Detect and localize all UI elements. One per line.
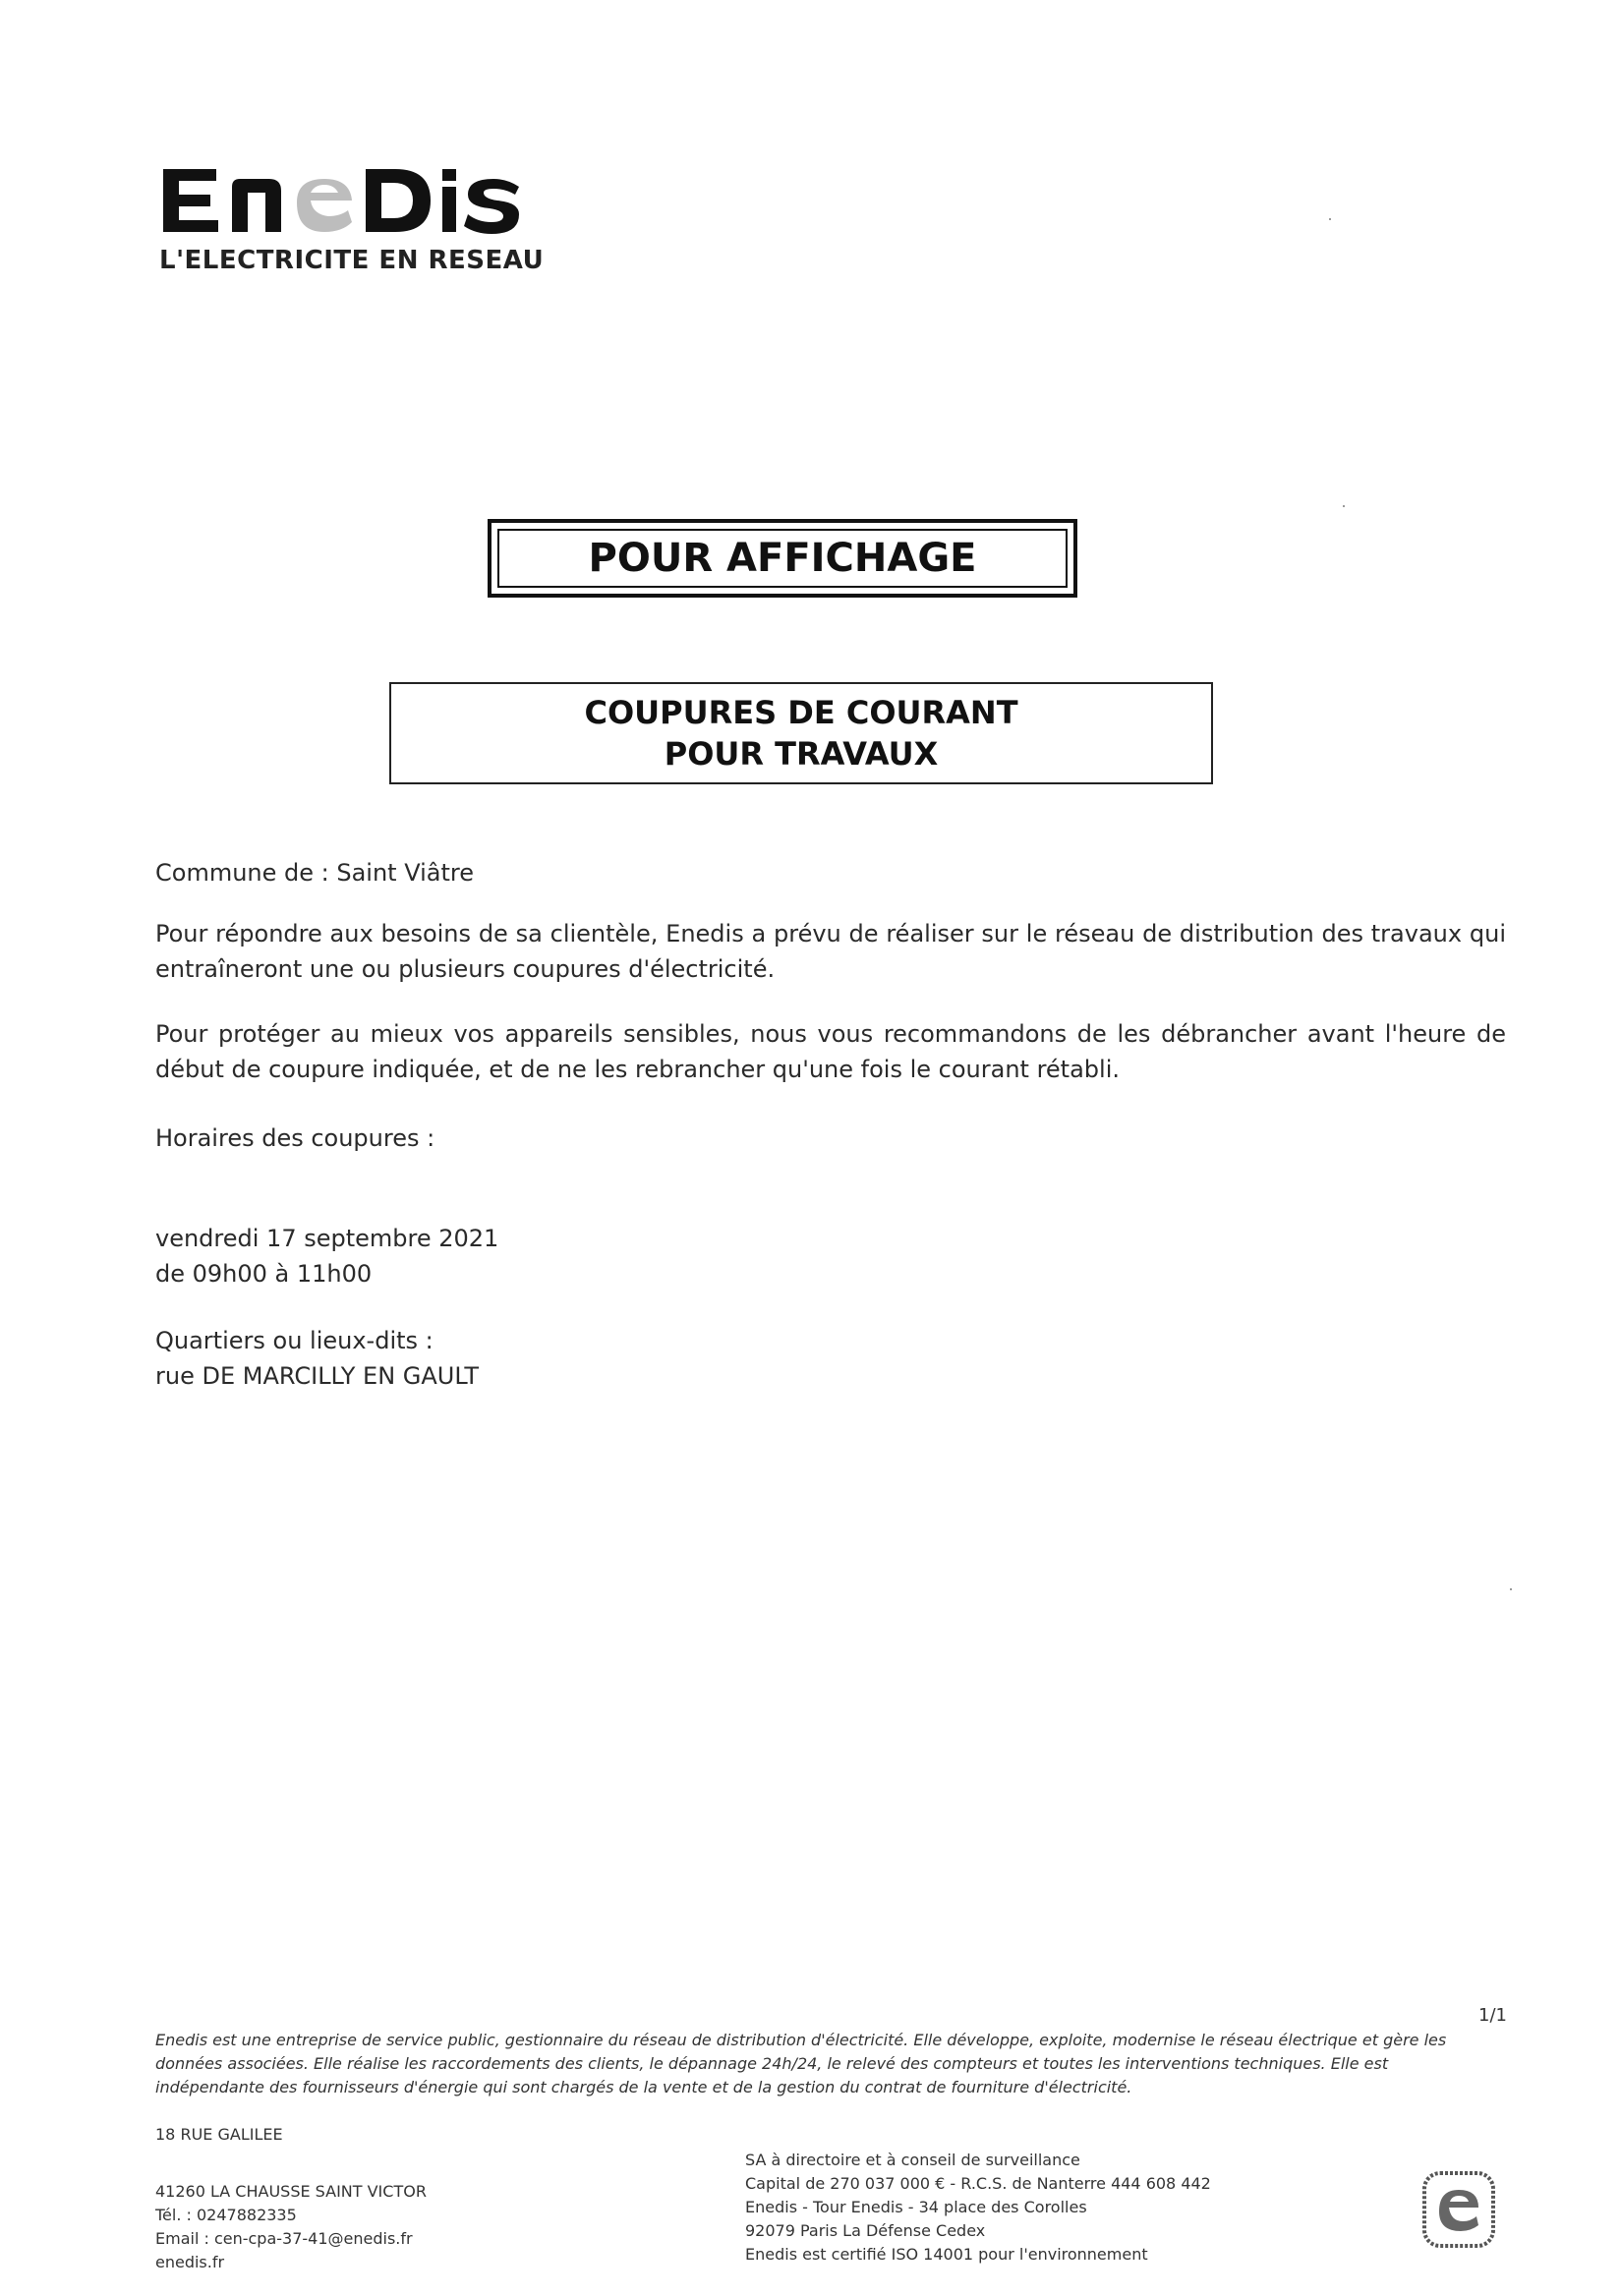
- corp-line-4: 92079 Paris La Défense Cedex: [745, 2221, 986, 2240]
- intro-paragraph: Pour répondre aux besoins de sa clientèle, Enedis a prévu de réaliser sur le réseau de distribution des travaux qui entraîneront une ou plusieurs coupures d'électricité.: [155, 920, 1506, 983]
- scan-speck: [1510, 1588, 1512, 1590]
- corp-line-3: Enedis - Tour Enedis - 34 place des Corolles: [745, 2198, 1087, 2216]
- enedis-logo: [159, 157, 523, 236]
- page-number: 1/1: [1478, 2005, 1507, 2026]
- address-city: 41260 LA CHAUSSE SAINT VICTOR: [155, 2182, 427, 2201]
- schedule-label: Horaires des coupures :: [155, 1124, 435, 1152]
- affected-street: rue DE MARCILLY EN GAULT: [155, 1362, 480, 1390]
- corp-line-1: SA à directoire et à conseil de surveillance: [745, 2151, 1080, 2169]
- notice-title-inner-frame: [497, 529, 1068, 588]
- corp-line-5: Enedis est certifié ISO 14001 pour l'environnement: [745, 2245, 1148, 2264]
- scan-speck: [1329, 218, 1331, 220]
- notice-title-box: [488, 519, 1077, 598]
- notice-title: POUR AFFICHAGE: [588, 536, 977, 581]
- phone-number: Tél. : 0247882335: [155, 2206, 297, 2224]
- corporate-info-block: [745, 2149, 1211, 2267]
- notice-subtitle-line1: COUPURES DE COURANT: [584, 694, 1018, 731]
- email-address: Email : cen-cpa-37-41@enedis.fr: [155, 2229, 413, 2248]
- advice-paragraph: Pour protéger au mieux vos appareils sensibles, nous vous recommandons de les débrancher avant l'heure de début de coupure indiquée, et de ne les rebrancher qu'une fois le courant rétabli.: [155, 1020, 1506, 1083]
- notice-subtitle-line2: POUR TRAVAUX: [664, 735, 939, 773]
- corp-line-2: Capital de 270 037 000 € - R.C.S. de Nanterre 444 608 442: [745, 2174, 1211, 2193]
- tagline: L'ELECTRICITE EN RESEAU: [159, 246, 545, 275]
- enedis-emblem-icon: [1421, 2170, 1496, 2249]
- outage-time: de 09h00 à 11h00: [155, 1260, 373, 1288]
- company-disclaimer: Enedis est une entreprise de service public, gestionnaire du réseau de distribution d'électricité. Elle développe, exploite, modernise le réseau électrique et gère les données associées. Elle réalise les raccordements des clients, le dépannage 24h/24, le relevé des compteurs et toutes les interventions techniques. Elle est indépendante des fournisseurs d'énergie qui sont chargés de la vente et de la gestion du contrat de fourniture d'électricité.: [155, 2031, 1447, 2096]
- address-street: 18 RUE GALILEE: [155, 2125, 283, 2144]
- contact-block: [155, 2180, 427, 2274]
- outage-date: vendredi 17 septembre 2021: [155, 1225, 499, 1252]
- enedis-logo-mark: [159, 157, 523, 236]
- areas-label: Quartiers ou lieux-dits :: [155, 1327, 434, 1354]
- website-link[interactable]: enedis.fr: [155, 2253, 225, 2271]
- scan-speck: [1343, 505, 1345, 507]
- commune-line: Commune de : Saint Viâtre: [155, 859, 474, 887]
- notice-subtitle-box: [389, 682, 1213, 784]
